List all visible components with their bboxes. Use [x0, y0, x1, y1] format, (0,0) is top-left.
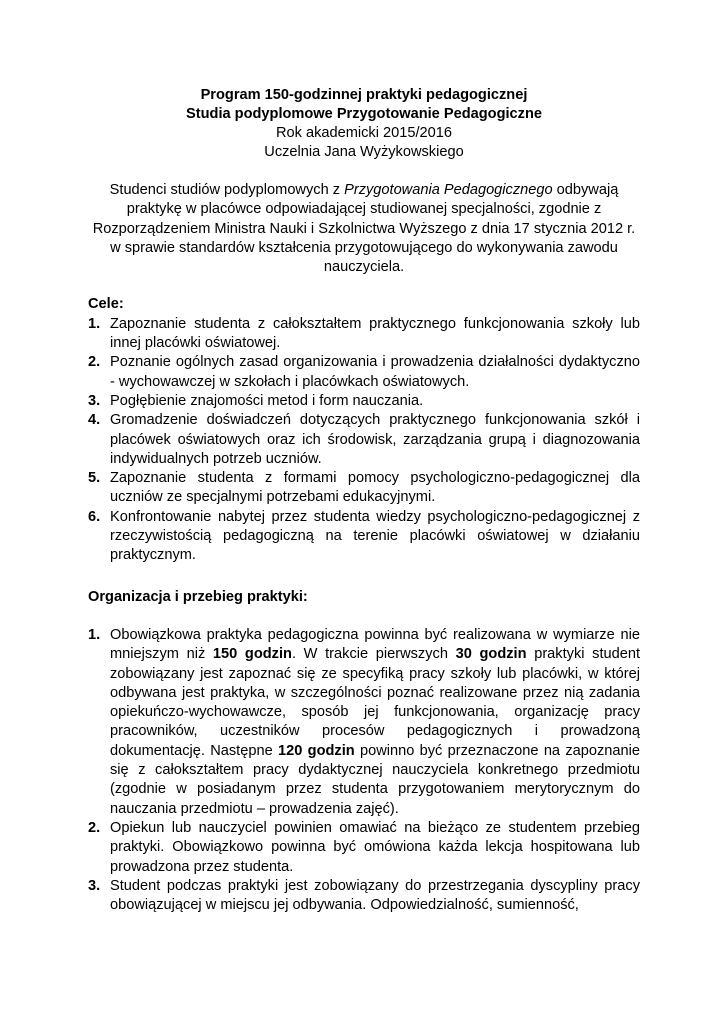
item-text: Pogłębienie znajomości metod i form nauczania. [110, 392, 424, 409]
hours-total: 150 godzin [212, 646, 292, 663]
hours-next: 120 godzin [278, 742, 355, 759]
item-text: Zapoznanie studenta z formami pomocy psychologiczno-pedagogicznej dla uczniów ze specjalnymi potrzebami edukacyjnymi. [110, 470, 640, 506]
item-text-part: Obowiązkowa praktyka pedagogiczna powinna być realizowana w wymiarze nie mniejszym niż [110, 626, 640, 663]
list-item [88, 411, 640, 469]
list-item [88, 469, 640, 508]
item-text: Konfrontowanie nabytej przez studenta wiedzy psychologiczno-pedagogicznej z rzeczywistością pedagogiczną na terenie placówki oświatowej w działaniu praktycznym. [110, 508, 640, 564]
item-number: 1. [88, 626, 101, 643]
list-item [88, 877, 640, 916]
document-header [88, 86, 640, 162]
list-item [88, 819, 640, 877]
list-item [88, 626, 640, 819]
item-text [110, 626, 640, 819]
intro-italic: Przygotowania Pedagogicznego [344, 182, 553, 198]
list-item [88, 392, 640, 411]
item-number: 3. [88, 392, 101, 409]
intro-text-1: Studenci studiów podyplomowych z [109, 182, 345, 198]
item-text: Opiekun lub nauczyciel powinien omawiać na bieżąco ze studentem przebieg praktyki. Obowiązkowo powinna być omówiona każda lekcja hospitowana lub prowadzona przez studenta. [110, 819, 640, 875]
list-item [88, 508, 640, 566]
organization-list [88, 626, 640, 915]
document-title: Program 150-godzinnej praktyki pedagogicznej [200, 87, 528, 103]
item-number: 3. [88, 877, 101, 894]
item-number: 6. [88, 508, 101, 525]
item-text-part: praktyki student zobowiązany jest zapoznać się ze specyfiką pracy szkoły lub placówki, w której odbywana jest praktyka, w szczególności poznać realizowane przez nią zadania opiekuńczo-wychowawcze, sposób jej funkcjonowania, organizację pracy pracowników, uczestników procesów pedagogicznych i prowadzoną dokumentację. Następne [110, 646, 641, 759]
intro-text-2: odbywają praktykę w placówce odpowiadającej studiowanej specjalności, zgodnie z Rozporządzeniem Ministra Nauki i Szkolnictwa Wyższego z dnia 17 stycznia 2012 r. w sprawie standardów kształcenia przygotowującego do wykonywania zawodu nauczyciela. [92, 182, 636, 276]
intro-paragraph [88, 181, 640, 277]
item-text: Gromadzenie doświadczeń dotyczących praktycznego funkcjonowania szkół i placówek oświatowych oraz ich środowisk, zarządzania grupą i diagnozowania indywidualnych potrzeb uczniów. [110, 412, 640, 467]
item-number: 5. [88, 470, 101, 487]
item-text-part: powinno być przeznaczone na zapoznanie się z całokształtem pracy dydaktycznej nauczyciela konkretnego przedmiotu (zgodnie w posiadanym przez studenta przygotowaniem merytorycznym do nauczania przedmiotu – prowadzenia zajęć). [110, 742, 641, 817]
item-text-part: . W trakcie pierwszych [291, 646, 456, 663]
document-page [88, 86, 640, 915]
university-name: Uczelnia Jana Wyżykowskiego [264, 144, 464, 160]
hours-first: 30 godzin [455, 646, 527, 663]
item-number: 4. [88, 412, 101, 429]
list-item [88, 353, 640, 392]
document-subtitle: Studia podyplomowe Przygotowanie Pedagogiczne [186, 106, 542, 122]
academic-year: Rok akademicki 2015/2016 [275, 125, 453, 141]
item-number: 2. [88, 819, 101, 836]
item-text: Zapoznanie studenta z całokształtem praktycznego funkcjonowania szkoły lub innej placówki oświatowej. [110, 315, 640, 352]
item-number: 2. [88, 354, 101, 371]
goals-heading: Cele: [88, 296, 124, 313]
item-text: Student podczas praktyki jest zobowiązany do przestrzegania dyscypliny pracy obowiązującej w miejscu jej odbywania. Odpowiedzialność, sumienność, [110, 877, 640, 914]
list-item [88, 315, 640, 354]
goals-list [88, 315, 640, 566]
organization-heading: Organizacja i przebieg praktyki: [88, 588, 308, 605]
item-number: 1. [88, 315, 101, 332]
item-text: Poznanie ogólnych zasad organizowania i prowadzenia działalności dydaktyczno - wychowawczej w szkołach i placówkach oświatowych. [110, 354, 640, 390]
